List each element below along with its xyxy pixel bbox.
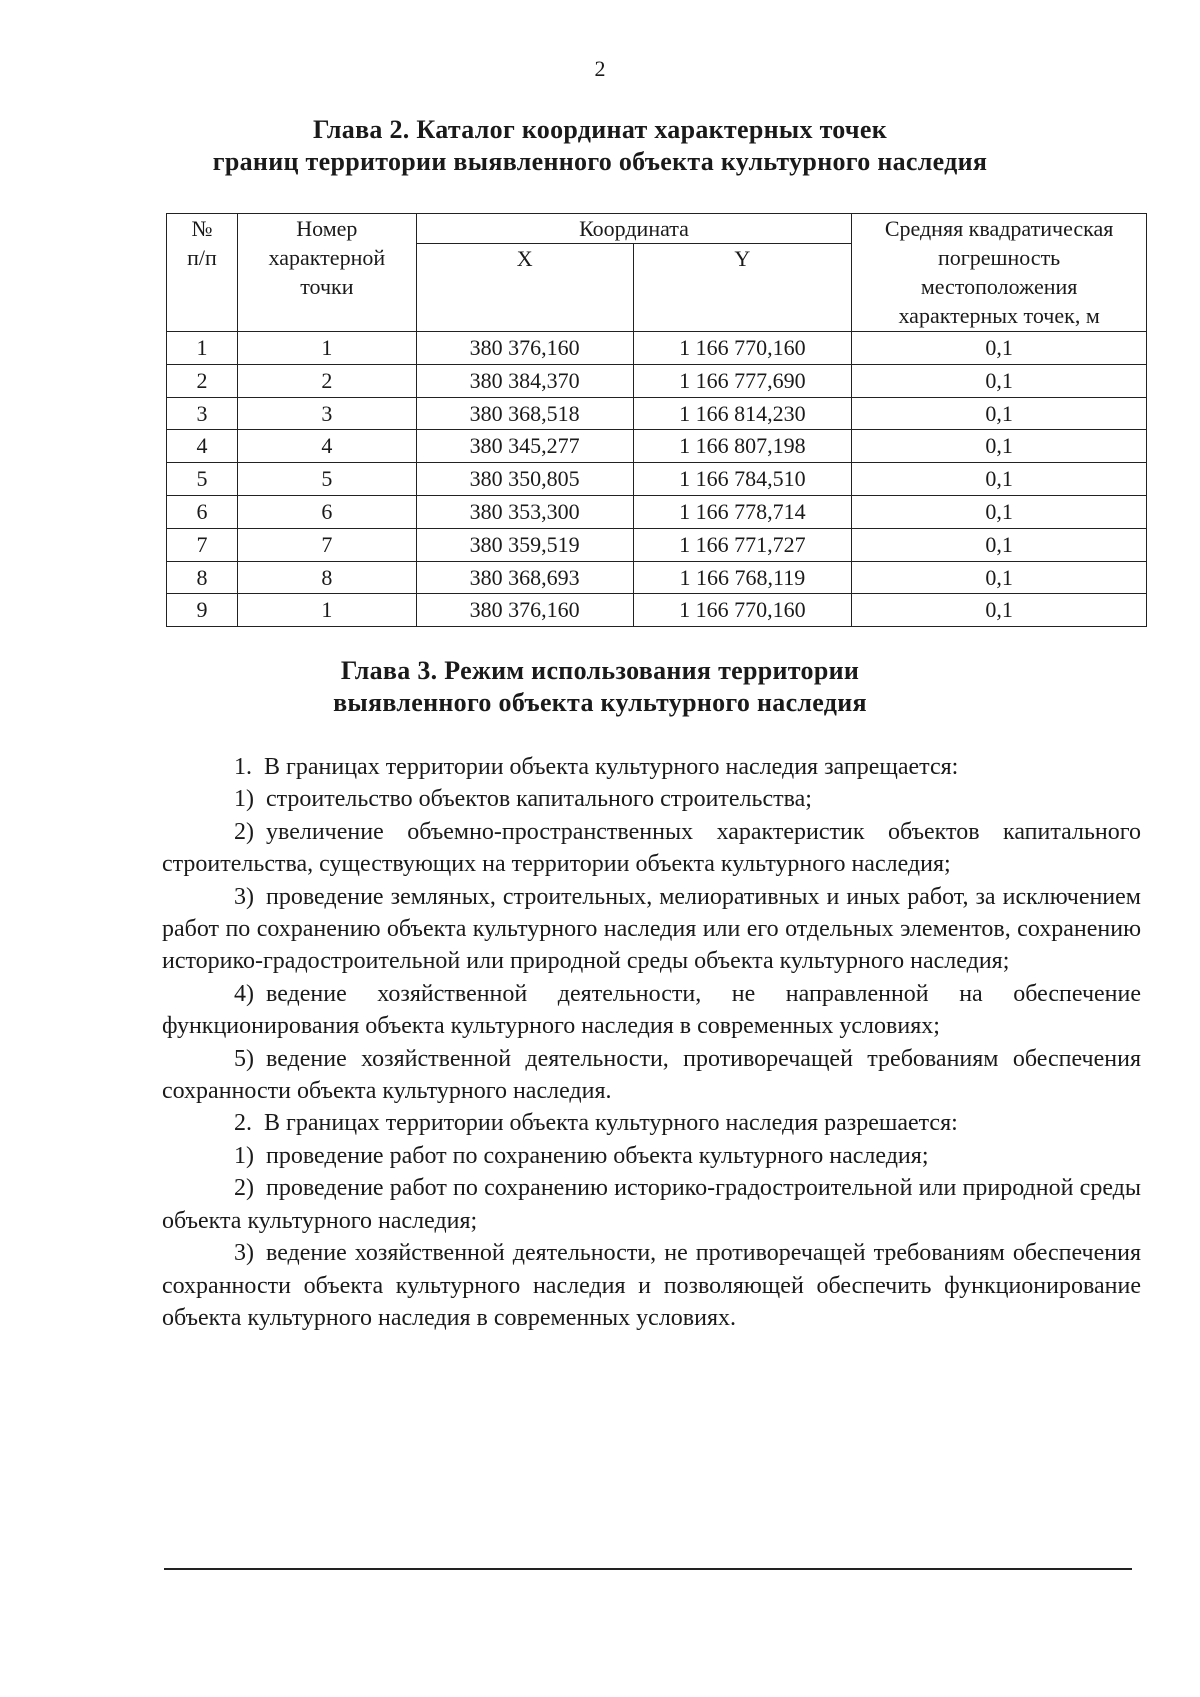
cell-point-number: 3 <box>237 397 416 430</box>
paragraph-text: строительство объектов капитального строительства; <box>266 786 812 813</box>
table-body <box>167 332 1147 627</box>
cell-y: 1 166 807,198 <box>633 430 852 463</box>
cell-point-number: 5 <box>237 463 416 496</box>
paragraph-text: В границах территории объекта культурного наследия запрещается: <box>264 754 959 780</box>
paragraph-text: ведение хозяйственной деятельности, не противоречащей требованиям обеспечения сохранности объекта культурного наследия и позволяющей обеспечить функционирование объекта культурного наследия в современных условиях. <box>162 1240 1141 1331</box>
cell-y: 1 166 784,510 <box>633 463 852 496</box>
table-row <box>167 364 1147 397</box>
table-row <box>167 528 1147 561</box>
cell-error: 0,1 <box>852 594 1147 627</box>
cell-error: 0,1 <box>852 528 1147 561</box>
cell-x: 380 376,160 <box>416 594 633 627</box>
table-header <box>167 214 1147 332</box>
chapter-2-title-line-1: Глава 2. Каталог координат характерных точек <box>312 115 888 144</box>
table-row <box>167 397 1147 430</box>
paragraph-number: 2) <box>234 1175 254 1202</box>
table-row <box>167 594 1147 627</box>
regime-paragraph <box>162 1107 1141 1139</box>
paragraph-number: 5) <box>234 1045 254 1072</box>
cell-point-number: 6 <box>237 495 416 528</box>
cell-y: 1 166 778,714 <box>633 495 852 528</box>
cell-point-number: 1 <box>237 332 416 365</box>
cell-row-number: 4 <box>167 430 238 463</box>
cell-y: 1 166 770,160 <box>633 332 852 365</box>
cell-x: 380 359,519 <box>416 528 633 561</box>
paragraph-text: ведение хозяйственной деятельности, не направленной на обеспечение функционирования объекта культурного наследия в современных условиях; <box>162 980 1141 1040</box>
cell-y: 1 166 814,230 <box>633 397 852 430</box>
cell-error: 0,1 <box>852 364 1147 397</box>
regime-paragraph <box>162 751 1141 783</box>
paragraph-text: проведение работ по сохранению объекта культурного наследия; <box>266 1142 929 1169</box>
paragraph-text: ведение хозяйственной деятельности, противоречащей требованиям обеспечения сохранности объекта культурного наследия. <box>162 1045 1141 1105</box>
cell-x: 380 353,300 <box>416 495 633 528</box>
chapter-2-heading <box>0 114 1200 178</box>
paragraph-number: 3) <box>234 1240 254 1267</box>
paragraph-text: проведение земляных, строительных, мелиоративных и иных работ, за исключением работ по сохранению объекта культурного наследия или его отдельных элементов, сохранению историко-градостроительной или природной среды объекта культурного наследия; <box>162 883 1141 975</box>
regime-paragraph <box>162 1172 1141 1237</box>
cell-x: 380 384,370 <box>416 364 633 397</box>
cell-x: 380 376,160 <box>416 332 633 365</box>
header-row-number: № п/п <box>167 214 238 332</box>
regime-paragraph <box>162 816 1141 881</box>
paragraph-number: 1. <box>234 754 252 780</box>
cell-point-number: 7 <box>237 528 416 561</box>
cell-y: 1 166 768,119 <box>633 561 852 594</box>
paragraph-number: 3) <box>234 883 254 910</box>
table-row <box>167 495 1147 528</box>
table-row <box>167 561 1147 594</box>
cell-x: 380 368,518 <box>416 397 633 430</box>
paragraph-text: В границах территории объекта культурного наследия разрешается: <box>264 1110 958 1137</box>
paragraph-text: проведение работ по сохранению историко-градостроительной или природной среды объекта культурного наследия; <box>162 1175 1141 1234</box>
regime-paragraph <box>162 978 1141 1043</box>
cell-row-number: 3 <box>167 397 238 430</box>
cell-row-number: 8 <box>167 561 238 594</box>
cell-y: 1 166 777,690 <box>633 364 852 397</box>
chapter-3-title-line-2: выявленного объекта культурного наследия <box>333 688 867 717</box>
cell-point-number: 2 <box>237 364 416 397</box>
coordinates-catalog-table <box>166 213 1147 627</box>
regime-paragraph <box>162 1237 1141 1334</box>
header-point-number: Номер характерной точки <box>237 214 416 332</box>
paragraph-number: 1) <box>234 1142 254 1169</box>
bottom-divider <box>164 1568 1132 1570</box>
cell-row-number: 6 <box>167 495 238 528</box>
cell-y: 1 166 771,727 <box>633 528 852 561</box>
cell-row-number: 7 <box>167 528 238 561</box>
cell-error: 0,1 <box>852 561 1147 594</box>
chapter-3-title-line-1: Глава 3. Режим использования территории <box>340 656 860 685</box>
cell-error: 0,1 <box>852 495 1147 528</box>
paragraph-text: увеличение объемно-пространственных характеристик объектов капитального строительства, существующих на территории объекта культурного наследия; <box>162 818 1141 878</box>
cell-row-number: 1 <box>167 332 238 365</box>
paragraph-number: 1) <box>234 786 254 813</box>
regime-paragraph <box>162 881 1141 978</box>
cell-point-number: 1 <box>237 594 416 627</box>
header-x: X <box>416 244 633 332</box>
cell-error: 0,1 <box>852 332 1147 365</box>
regime-paragraph <box>162 1140 1141 1172</box>
cell-point-number: 8 <box>237 561 416 594</box>
cell-x: 380 368,693 <box>416 561 633 594</box>
regime-paragraph <box>162 1043 1141 1108</box>
cell-point-number: 4 <box>237 430 416 463</box>
cell-y: 1 166 770,160 <box>633 594 852 627</box>
cell-row-number: 2 <box>167 364 238 397</box>
header-mean-square-error: Средняя квадратическая погрешность местоположения характерных точек, м <box>852 214 1147 332</box>
chapter-3-heading <box>0 655 1200 719</box>
paragraph-number: 4) <box>234 980 254 1007</box>
usage-regime-text <box>162 751 1141 1334</box>
header-coordinate: Координата <box>416 214 851 244</box>
chapter-2-title-line-2: границ территории выявленного объекта культурного наследия <box>212 147 988 176</box>
cell-row-number: 9 <box>167 594 238 627</box>
cell-error: 0,1 <box>852 397 1147 430</box>
table-row <box>167 332 1147 365</box>
cell-error: 0,1 <box>852 463 1147 496</box>
cell-error: 0,1 <box>852 430 1147 463</box>
cell-x: 380 350,805 <box>416 463 633 496</box>
paragraph-number: 2) <box>234 818 254 845</box>
table-row <box>167 430 1147 463</box>
paragraph-number: 2. <box>234 1110 252 1137</box>
regime-paragraph <box>162 783 1141 815</box>
cell-x: 380 345,277 <box>416 430 633 463</box>
cell-row-number: 5 <box>167 463 238 496</box>
table-row <box>167 463 1147 496</box>
page-number: 2 <box>594 56 606 81</box>
header-y: Y <box>633 244 852 332</box>
